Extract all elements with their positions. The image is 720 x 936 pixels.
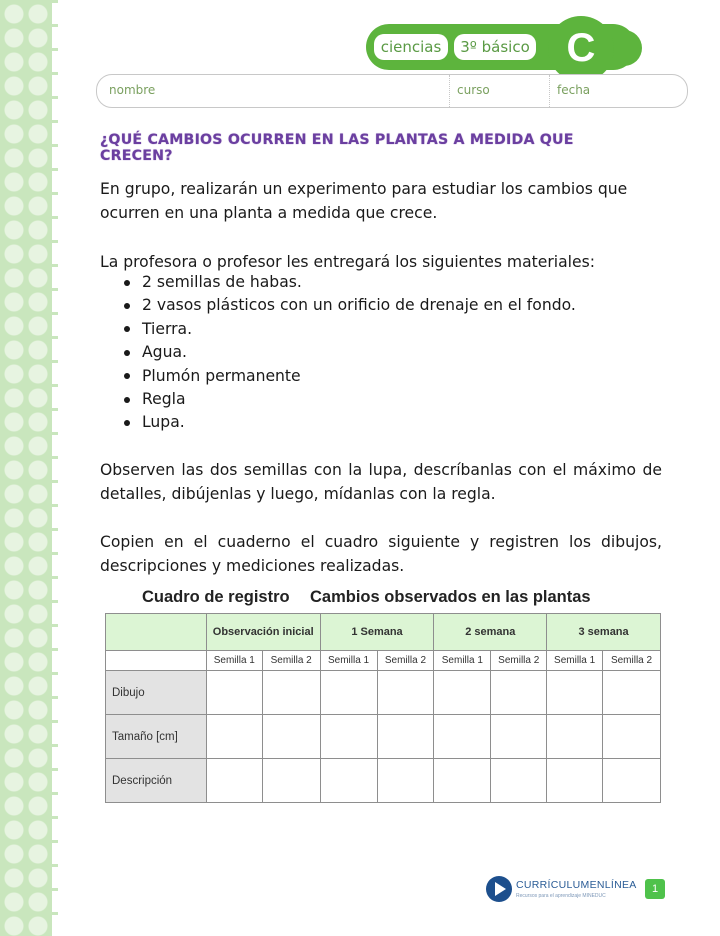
table-cell <box>377 671 434 715</box>
list-item: Lupa. <box>120 411 576 434</box>
student-info-field[interactable] <box>96 74 688 108</box>
copy-paragraph: Copien en el cuaderno el cuadro siguiente y registren los dibujos, descripciones y mediciones realizadas. <box>100 533 662 575</box>
table-cell <box>206 671 262 715</box>
table-cell <box>377 759 434 803</box>
page-number: 1 <box>645 879 665 899</box>
play-logo-icon <box>486 876 512 902</box>
table-cell <box>262 671 320 715</box>
page-title: ¿QUÉ CAMBIOS OCURREN EN LAS PLANTAS A MEDIDA QUE CRECEN? <box>100 132 574 164</box>
subject-chip: ciencias <box>374 34 448 60</box>
sub-column-header: Semilla 2 <box>262 651 320 671</box>
list-item: Tierra. <box>120 318 576 341</box>
intro-paragraph: En grupo, realizarán un experimento para estudiar los cambios que ocurren en una planta a medida que crece. <box>100 180 628 222</box>
table-cell <box>603 715 661 759</box>
table-cell <box>262 715 320 759</box>
grade-chip: 3º básico <box>454 34 536 60</box>
table-cell <box>491 671 547 715</box>
bullet-icon <box>124 420 130 426</box>
sub-column-header: Semilla 1 <box>547 651 603 671</box>
table-cell <box>434 715 491 759</box>
column-group-header: 1 Semana <box>320 614 434 651</box>
list-item: Plumón permanente <box>120 365 576 388</box>
bullet-icon <box>124 350 130 356</box>
table-cell <box>491 715 547 759</box>
sub-column-header: Semilla 1 <box>434 651 491 671</box>
sub-column-header: Semilla 1 <box>320 651 377 671</box>
table-cell <box>377 715 434 759</box>
table-header-row <box>106 614 661 651</box>
list-item: 2 semillas de habas. <box>120 271 576 294</box>
table-cell <box>320 671 377 715</box>
table-cell <box>547 759 603 803</box>
table-cell <box>206 715 262 759</box>
level-badge: C <box>548 16 614 82</box>
sub-column-header: Semilla 2 <box>603 651 661 671</box>
list-item: Regla <box>120 388 576 411</box>
table-cell <box>491 759 547 803</box>
record-table <box>105 613 661 803</box>
bullet-icon <box>124 326 130 332</box>
table-cell <box>547 715 603 759</box>
bullet-icon <box>124 303 130 309</box>
column-group-header: 2 semana <box>434 614 547 651</box>
date-field-label: fecha <box>557 83 591 97</box>
list-item: Agua. <box>120 341 576 364</box>
name-field-label: nombre <box>109 83 156 97</box>
table-cell <box>320 715 377 759</box>
table-row <box>106 759 661 803</box>
table-row <box>106 671 661 715</box>
list-item: 2 vasos plásticos con un orificio de drenaje en el fondo. <box>120 294 576 317</box>
decorative-side-border <box>0 0 52 936</box>
observe-paragraph: Observen las dos semillas con la lupa, descríbanlas con el máximo de detalles, dibújenlas y luego, mídanlas con la regla. <box>100 461 662 503</box>
empty-cell <box>106 651 207 671</box>
table-cell <box>603 671 661 715</box>
corner-cell <box>106 614 207 651</box>
table-cell <box>434 759 491 803</box>
row-label: Tamaño [cm] <box>106 715 207 759</box>
table-cell <box>603 759 661 803</box>
brand-tagline: Recursos para el aprendizaje MINEDUC <box>516 893 606 899</box>
column-group-header: 3 semana <box>547 614 661 651</box>
materials-list <box>120 271 576 435</box>
table-cell <box>547 671 603 715</box>
bullet-icon <box>124 373 130 379</box>
course-field-label: curso <box>457 83 490 97</box>
row-label: Descripción <box>106 759 207 803</box>
materials-intro: La profesora o profesor les entregará los siguientes materiales: <box>100 253 595 271</box>
bullet-icon <box>124 397 130 403</box>
table-cell <box>434 671 491 715</box>
table-caption-left: Cuadro de registro <box>142 588 290 606</box>
sub-column-header: Semilla 1 <box>206 651 262 671</box>
table-subheader-row <box>106 651 661 671</box>
table-cell <box>320 759 377 803</box>
field-divider <box>549 75 550 107</box>
column-group-header: Observación inicial <box>206 614 320 651</box>
field-divider <box>449 75 450 107</box>
sub-column-header: Semilla 2 <box>491 651 547 671</box>
bullet-icon <box>124 280 130 286</box>
table-caption-right: Cambios observados en las plantas <box>310 588 591 606</box>
table-row <box>106 715 661 759</box>
table-cell <box>206 759 262 803</box>
table-cell <box>262 759 320 803</box>
sub-column-header: Semilla 2 <box>377 651 434 671</box>
row-label: Dibujo <box>106 671 207 715</box>
brand-name: CURRÍCULUMENLÍNEA <box>516 879 637 891</box>
